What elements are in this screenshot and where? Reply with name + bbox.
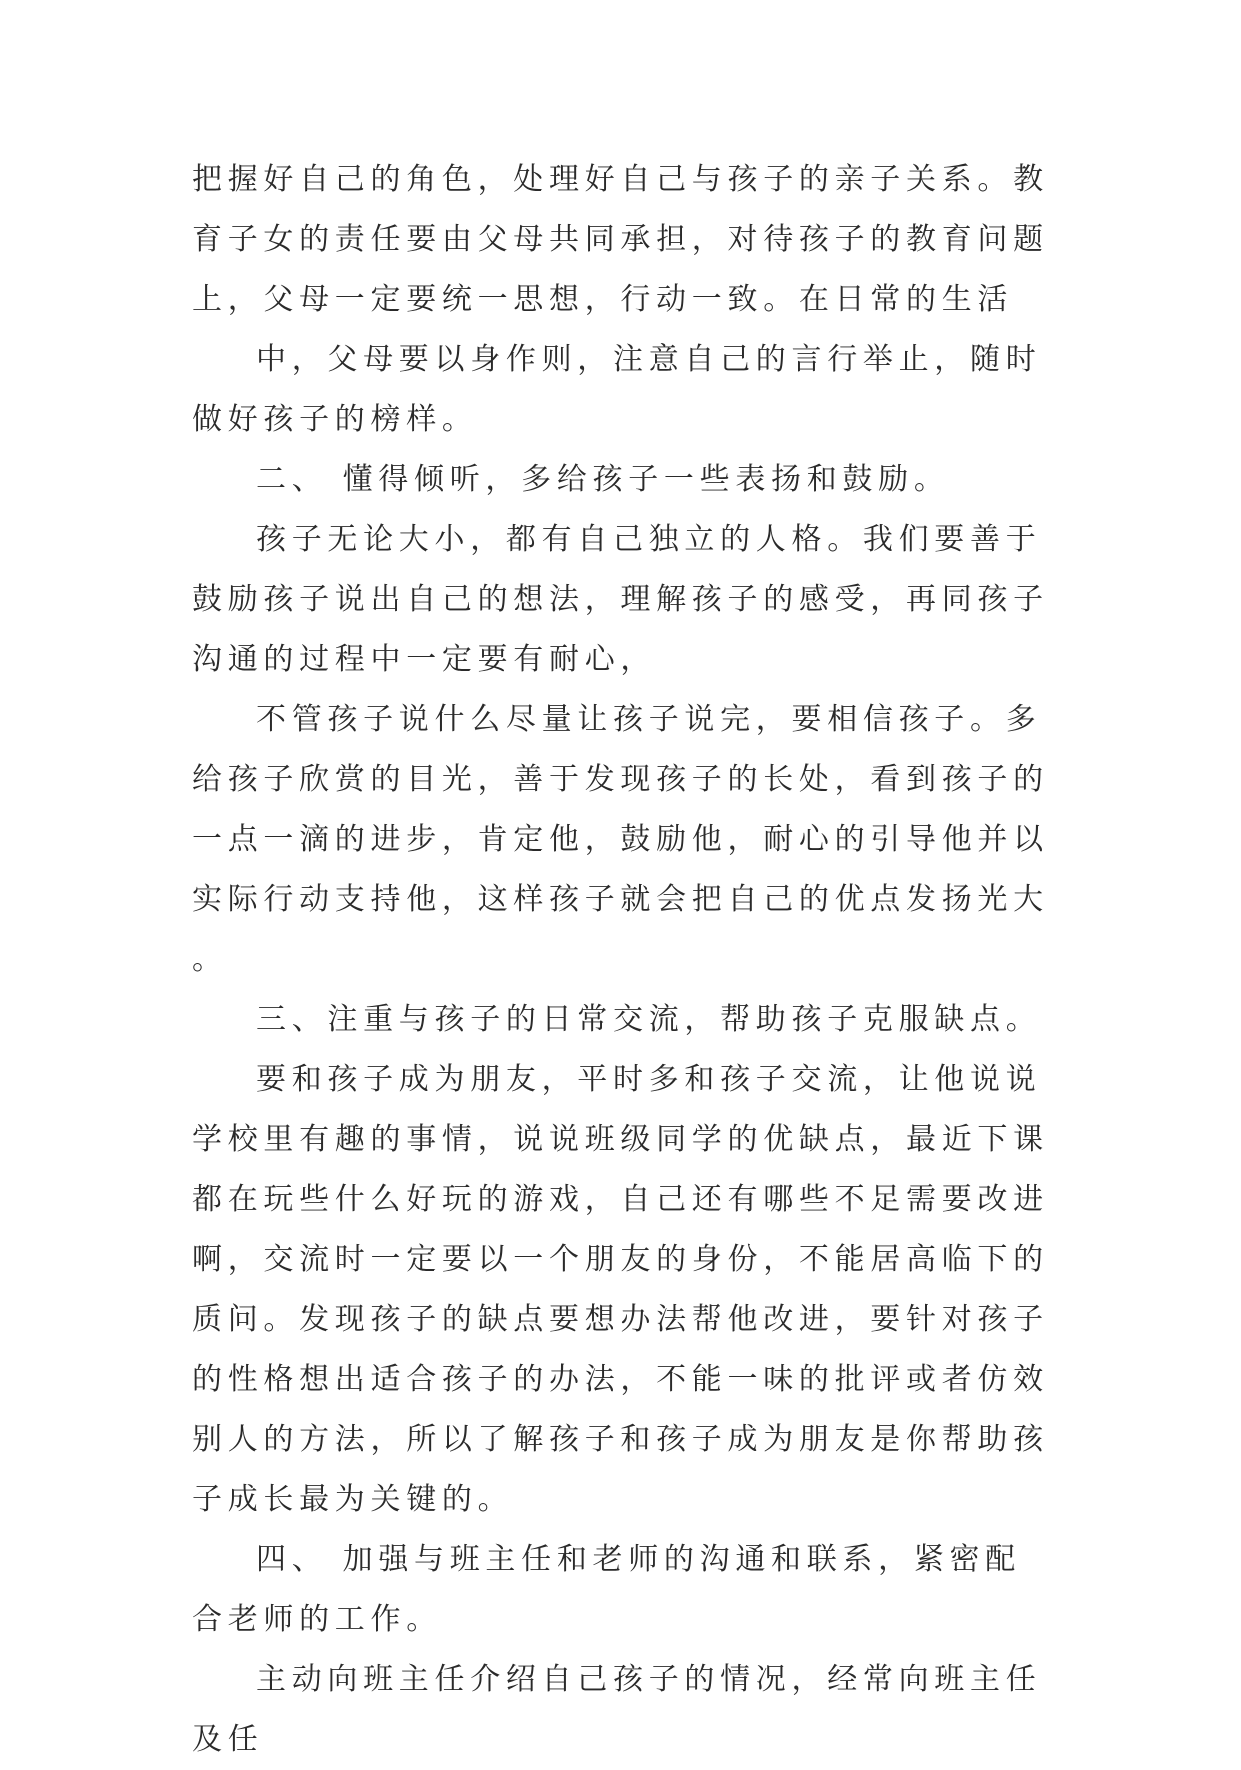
- section-heading-3: 三、注重与孩子的日常交流，帮助孩子克服缺点。: [256, 1002, 1042, 1037]
- paragraph-6: 主动向班主任介绍自己孩子的情况，经常向班主任及任: [192, 1662, 1042, 1757]
- paragraph-2: 中，父母要以身作则，注意自己的言行举止，随时做好孩子的榜样。: [192, 342, 1042, 437]
- document-body: [192, 150, 1052, 1770]
- paragraph-3: 孩子无论大小，都有自己独立的人格。我们要善于鼓励孩子说出自己的想法，理解孩子的感受，再同孩子沟通的过程中一定要有耐心，: [192, 522, 1049, 677]
- paragraph-5: 要和孩子成为朋友，平时多和孩子交流，让他说说学校里有趣的事情，说说班级同学的优缺点，最近下课都在玩些什么好玩的游戏，自己还有哪些不足需要改进啊，交流时一定要以一个朋友的身份，不能居高临下的质问。发现孩子的缺点要想办法帮他改进，要针对孩子的性格想出适合孩子的办法，不能一味的批评或者仿效别人的方法，所以了解孩子和孩子成为朋友是你帮助孩子成长最为关键的。: [192, 1062, 1049, 1517]
- section-heading-2: 二、 懂得倾听，多给孩子一些表扬和鼓励。: [256, 462, 950, 497]
- paragraph-4: 不管孩子说什么尽量让孩子说完，要相信孩子。多给孩子欣赏的目光，善于发现孩子的长处，看到孩子的一点一滴的进步，肯定他，鼓励他，耐心的引导他并以实际行动支持他，这样孩子就会把自己的优点发扬光大。: [192, 702, 1049, 977]
- section-heading-4: 四、 加强与班主任和老师的沟通和联系，紧密配合老师的工作。: [192, 1542, 1021, 1637]
- paragraph-1: 把握好自己的角色，处理好自己与孩子的亲子关系。教育子女的责任要由父母共同承担，对待孩子的教育问题上，父母一定要统一思想，行动一致。在日常的生活: [192, 162, 1049, 317]
